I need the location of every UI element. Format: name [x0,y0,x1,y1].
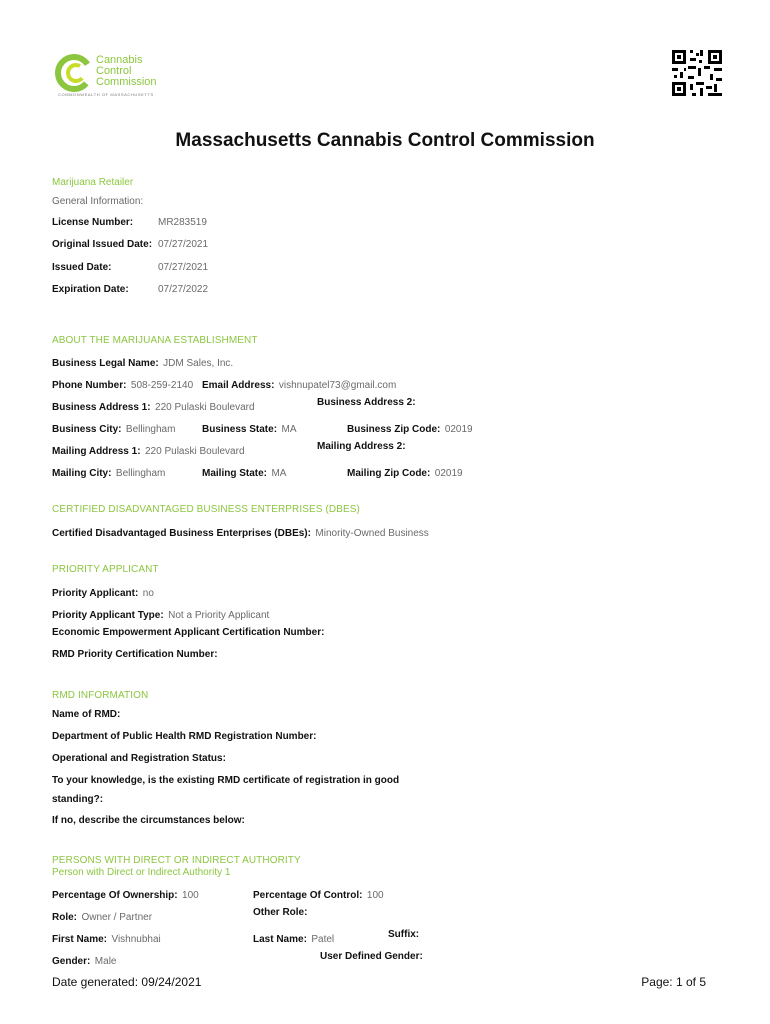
business-zip-value: 02019 [444,424,473,435]
email-row [202,375,396,393]
expiration-date-value: 07/27/2022 [158,284,209,295]
last-name-value: Patel [311,934,335,945]
first-name-label: First Name: [52,934,108,945]
priority-applicant-value: no [142,588,154,599]
priority-applicant-label: Priority Applicant: [52,588,139,599]
business-legal-name-label: Business Legal Name: [52,358,159,369]
mailing-zip-label: Mailing Zip Code: [347,468,431,479]
mailing-address-2-label: Mailing Address 2: [317,441,406,452]
good-standing-label-line-1: To your knowledge, is the existing RMD certificate of registration in good [52,775,400,786]
page-title: Massachusetts Cannabis Control Commission [175,130,595,151]
license-number-label: License Number: [52,217,134,228]
other-role-label: Other Role: [253,907,308,918]
dbe-value: Minority-Owned Business [315,528,429,539]
mailing-zip-row [347,463,463,481]
gender-value: Male [94,956,117,967]
logo-line-1: Cannabis [96,54,143,66]
establishment-heading: ABOUT THE MARIJUANA ESTABLISHMENT [52,335,258,346]
rmd-priority-label: RMD Priority Certification Number: [52,649,218,660]
dph-registration-label: Department of Public Health RMD Registration Number: [52,731,317,742]
business-legal-name-value: JDM Sales, Inc. [163,358,234,369]
operational-status-label: Operational and Registration Status: [52,753,226,764]
issued-date-value: 07/27/2021 [158,262,209,273]
mailing-address-1-value: 220 Pulaski Boulevard [145,446,245,457]
business-city-value: Bellingham [125,424,176,435]
economic-empowerment-label: Economic Empowerment Applicant Certification Number: [52,627,325,638]
role-label: Role: [52,912,77,923]
control-row [253,885,384,903]
priority-type-row [52,605,269,623]
original-issued-date-label: Original Issued Date: [52,239,153,250]
date-generated: Date generated: 09/24/2021 [52,975,202,989]
commission-logo [50,50,180,102]
first-name-value: Vishnubhai [111,934,161,945]
original-issued-date-value: 07/27/2021 [158,239,209,250]
license-number-value: MR283519 [158,217,207,228]
mailing-state-label: Mailing State: [202,468,268,479]
phone-number-value: 508-259-2140 [130,380,194,391]
qr-code-icon [670,48,726,98]
person-1-subheading: Person with Direct or Indirect Authority 1 [52,867,231,878]
rmd-name-label: Name of RMD: [52,709,121,720]
business-address-1-row [52,397,255,415]
logo-tagline: COMMONWEALTH OF MASSACHUSETTS [58,92,154,97]
gender-row [52,951,116,969]
mailing-city-value: Bellingham [115,468,166,479]
ownership-value: 100 [182,890,199,901]
mailing-city-label: Mailing City: [52,468,112,479]
if-no-describe-label: If no, describe the circumstances below: [52,815,245,826]
business-state-value: MA [281,424,297,435]
control-value: 100 [366,890,384,901]
page-number: Page: 1 of 5 [641,975,706,989]
priority-type-value: Not a Priority Applicant [168,610,270,621]
logo-text [96,55,157,88]
mailing-state-row [202,463,286,481]
business-address-2-label: Business Address 2: [317,397,416,408]
business-city-row [52,419,175,437]
general-information-heading: General Information: [52,196,144,207]
phone-number-label: Phone Number: [52,380,127,391]
mailing-city-row [52,463,165,481]
business-address-1-value: 220 Pulaski Boulevard [155,402,255,413]
business-legal-name-row [52,353,233,371]
mailing-state-value: MA [271,468,287,479]
priority-heading: PRIORITY APPLICANT [52,564,159,575]
role-value: Owner / Partner [81,912,153,923]
mailing-address-1-label: Mailing Address 1: [52,446,141,457]
role-row [52,907,152,925]
ownership-label: Percentage Of Ownership: [52,890,178,901]
phone-row [52,375,193,393]
business-address-1-label: Business Address 1: [52,402,151,413]
suffix-label: Suffix: [388,929,420,940]
license-type: Marijuana Retailer [52,177,134,188]
persons-heading: PERSONS WITH DIRECT OR INDIRECT AUTHORITY [52,855,301,866]
last-name-label: Last Name: [253,934,307,945]
mailing-address-1-row [52,441,245,459]
user-defined-gender-label: User Defined Gender: [320,951,423,962]
dbe-heading: CERTIFIED DISADVANTAGED BUSINESS ENTERPRISES (DBES) [52,504,360,515]
priority-applicant-row [52,583,154,601]
expiration-date-label: Expiration Date: [52,284,129,295]
business-state-label: Business State: [202,424,278,435]
ownership-row [52,885,199,903]
business-city-label: Business City: [52,424,122,435]
mailing-zip-value: 02019 [434,468,463,479]
first-name-row [52,929,161,947]
dbe-row [52,523,429,541]
priority-type-label: Priority Applicant Type: [52,610,164,621]
dbe-label: Certified Disadvantaged Business Enterprises (DBEs): [52,528,311,539]
control-label: Percentage Of Control: [253,890,363,901]
business-zip-row [347,419,473,437]
logo-line-2: Control [96,65,132,77]
good-standing-label-line-2: standing?: [52,794,104,805]
issued-date-label: Issued Date: [52,262,112,273]
last-name-row [253,929,334,947]
gender-label: Gender: [52,956,91,967]
business-zip-label: Business Zip Code: [347,424,441,435]
email-address-value: vishnupatel73@gmail.com [278,380,397,391]
business-state-row [202,419,296,437]
rmd-heading: RMD INFORMATION [52,690,149,701]
email-address-label: Email Address: [202,380,275,391]
logo-line-3: Commission [96,76,157,88]
